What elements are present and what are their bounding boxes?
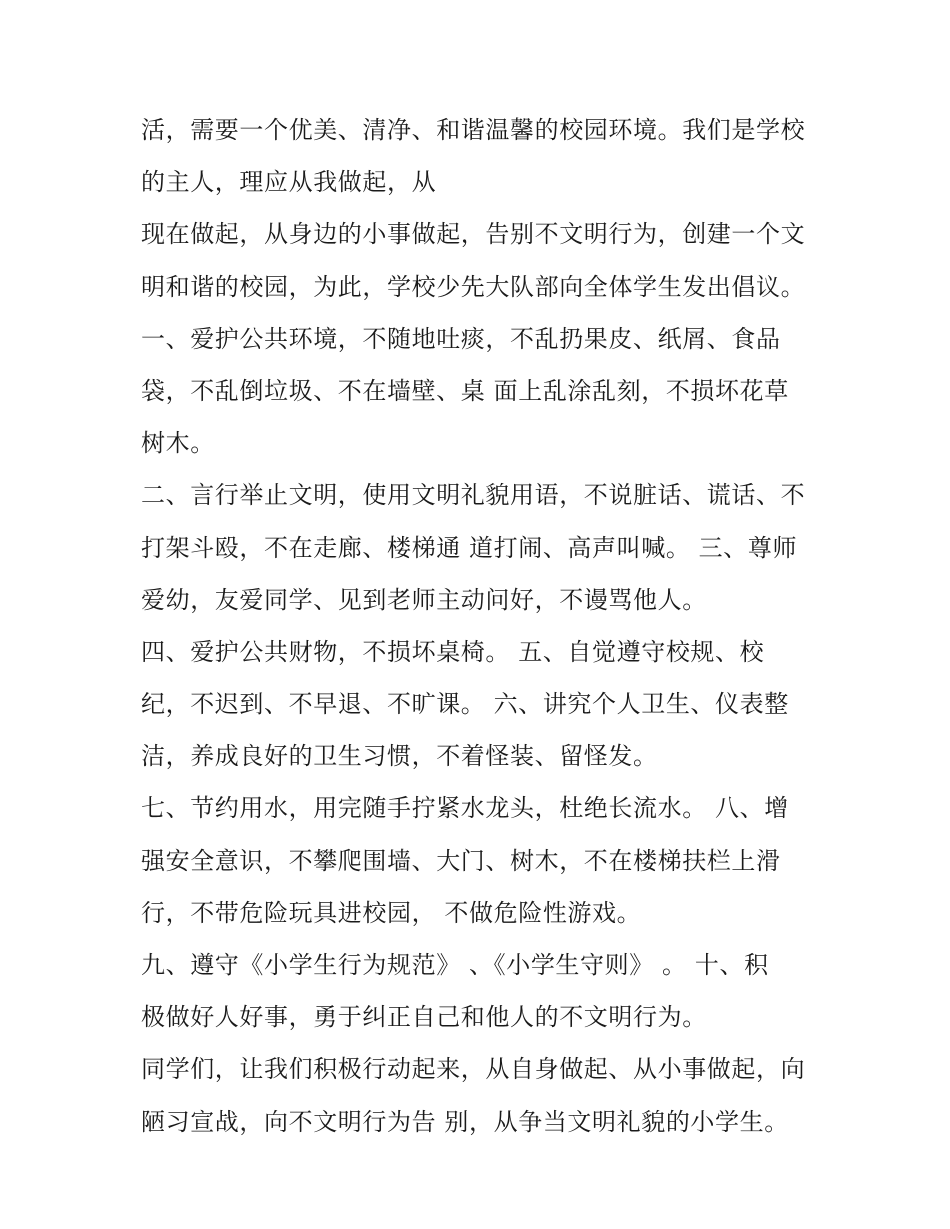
- text-line: 树木。: [141, 429, 215, 458]
- text-line: 九、遵守《小学生行为规范》 、《小学生守则》 。 十、积: [141, 951, 769, 979]
- text-line: 同学们，让我们积极行动起来，从自身做起、从小事做起，向: [141, 1055, 806, 1084]
- document-body: [141, 104, 821, 1148]
- text-line: 现在做起，从身边的小事做起，告别不文明行为，创建一个文: [141, 220, 806, 249]
- text-line: 二、言行举止文明，使用文明礼貌用语，不说脏话、谎话、不: [141, 481, 806, 510]
- text-line: 陋习宣战，向不文明行为告 别，从争当文明礼貌的小学生。: [141, 1107, 789, 1136]
- text-line: 行，不带危险玩具进校园， 不做危险性游戏。: [141, 898, 642, 927]
- text-line: 活，需要一个优美、清净、和谐温馨的校园环境。我们是学校: [141, 116, 806, 144]
- text-line: 强安全意识，不攀爬围墙、大门、树木，不在楼梯扶栏上滑: [141, 846, 781, 875]
- text-line: 洁，养成良好的卫生习惯，不着怪装、留怪发。: [141, 742, 658, 771]
- text-line: 爱幼，友爱同学、见到老师主动问好，不谩骂他人。: [141, 585, 707, 614]
- text-line: 袋，不乱倒垃圾、不在墙壁、桌 面上乱涂乱刻，不损坏花草: [141, 376, 789, 405]
- text-line: 一、爱护公共环境，不随地吐痰，不乱扔果皮、纸屑、食品: [141, 324, 781, 353]
- text-line: 打架斗殴，不在走廊、楼梯通 道打闹、高声叫喊。 三、尊师: [141, 533, 798, 562]
- text-line: 极做好人好事，勇于纠正自己和他人的不文明行为。: [141, 1003, 707, 1032]
- text-line: 四、爱护公共财物，不损坏桌椅。 五、自觉遵守校规、校: [141, 637, 765, 666]
- text-line: 明和谐的校园，为此，学校少先大队部向全体学生发出倡议。: [141, 272, 806, 301]
- text-line: 的主人，理应从我做起，从: [141, 168, 437, 197]
- text-line: 纪，不迟到、不早退、不旷课。 六、讲究个人卫生、仪表整: [141, 690, 789, 719]
- text-line: 七、节约用水，用完随手拧紧水龙头，杜绝长流水。 八、增: [141, 794, 789, 823]
